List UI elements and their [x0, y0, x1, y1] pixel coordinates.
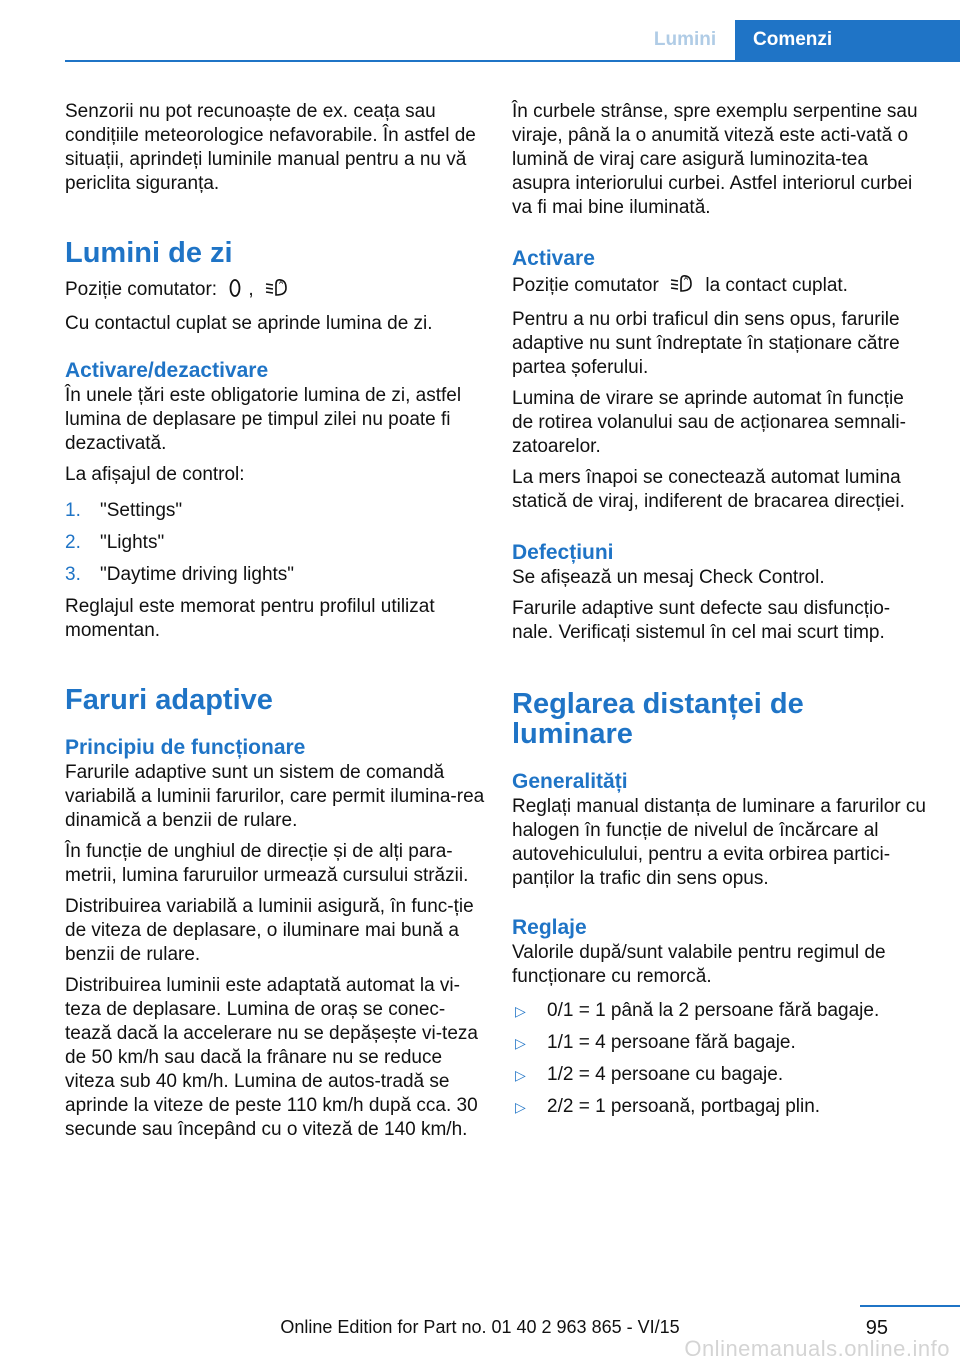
header-section-label: Lumini [653, 29, 717, 50]
page-number: 95 [865, 1317, 888, 1339]
switch-position-label: Poziție comutator [512, 275, 659, 296]
daytime-p1: În unele țări este obligatorie lumina de zi, astfel lumina de deplasare pe timpul zilei nu poate fi dezactivată. [65, 385, 462, 454]
list-item [512, 999, 927, 1023]
faults-p2: Farurile adaptive sunt defecte sau disfuncțio-nale. Verificați sistemul în cel mai scurt timp. [512, 598, 891, 643]
step-number: 1. [65, 500, 81, 521]
triangle-bullet-icon: ▷ [515, 1067, 526, 1083]
range-p2: Valorile după/sunt valabile pentru regimul de funcționare cu remorcă. [512, 942, 886, 987]
activation-p2: Lumina de virare se aprinde automat în funcție de rotirea volanului sau de acționarea semnali-zatoarelor. [512, 388, 906, 457]
faults-p1: Se afișează un mesaj Check Control. [512, 567, 825, 588]
adaptive-p4: Distribuirea luminii este adaptată automat la vi-teza de deplasare. Lumina de oraș se conec-tează dacă la accelerare nu se depășește vi-teza de 50 km/h sau dacă la frânare nu se reduce viteza sub 40 km/h. Lumina de autos-tradă se aprinde la viteze de peste 110 km/h după cca. 30 secunde sau începând cu o viteză de 140 km/h. [65, 975, 478, 1140]
left-column [65, 100, 485, 1149]
right-column [512, 100, 927, 1127]
header-divider [65, 60, 960, 62]
range-settings-list [512, 999, 927, 1119]
settings-heading: Reglaje [512, 916, 587, 939]
svg-text:A: A [684, 275, 689, 282]
settings-steps-list [65, 499, 485, 587]
adaptive-headlights-heading: Faruri adaptive [65, 684, 273, 716]
activation-heading: Activare [512, 247, 595, 270]
light-switch-off-icon [228, 278, 242, 305]
adaptive-p1: Farurile adaptive sunt un sistem de comandă variabilă a luminii farurilor, care permit ilumina-rea dinamică a benzii de rulare. [65, 762, 485, 831]
general-heading: Generalități [512, 770, 628, 793]
activation-p3: La mers înapoi se conectează automat lumina statică de viraj, indiferent de bracarea direcției. [512, 467, 905, 512]
switch-position-label: Poziție comutator: [65, 279, 218, 300]
daytime-text: Cu contactul cuplat se aprinde lumina de zi. [65, 313, 433, 334]
step-text: "Daytime driving lights" [100, 564, 295, 585]
step-number: 2. [65, 532, 81, 553]
footer-divider [860, 1305, 960, 1307]
triangle-bullet-icon: ▷ [515, 1035, 526, 1051]
daytime-lights-heading: Lumini de zi [65, 237, 233, 269]
list-item [512, 1095, 927, 1119]
intro-paragraph: Senzorii nu pot recunoaște de ex. ceața sau condițiile meteorologice nefavorabile. În astfel de situații, aprindeți luminile manual pentru a nu vă periclita siguranța. [65, 101, 476, 194]
step-text: "Settings" [100, 500, 183, 521]
list-item [65, 531, 485, 555]
range-p1: Reglați manual distanța de luminare a farurilor cu halogen în funcție de nivelul de încărcare al autovehiculului, pentru a evita orbirea partici-panților la trafic din sens opus. [512, 796, 926, 889]
bullet-text: 1/2 = 4 persoane cu bagaje. [547, 1064, 784, 1085]
triangle-bullet-icon: ▷ [515, 1003, 526, 1019]
bullet-text: 2/2 = 1 persoană, portbagaj plin. [547, 1096, 821, 1117]
daytime-p3: Reglajul este memorat pentru profilul utilizat momentan. [65, 596, 435, 641]
list-item [65, 563, 485, 587]
bullet-text: 1/1 = 4 persoane fără bagaje. [547, 1032, 796, 1053]
light-switch-auto-icon [265, 276, 289, 305]
operating-principle-heading: Principiu de funcționare [65, 736, 306, 759]
activation-switch-position [512, 272, 927, 301]
bullet-text: 0/1 = 1 până la 2 persoane fără bagaje. [547, 1000, 880, 1021]
curve-light-paragraph: În curbele strânse, spre exemplu serpentine sau viraje, până la o anumită viteză este acti-vată o lumină de viraj care asigură luminozita-tea asupra interiorului curbei. Astfel interiorul curbei va fi mai bine iluminată. [512, 101, 918, 218]
watermark: Onlinemanuals.online.info [684, 1336, 950, 1361]
adaptive-p2: În funcție de unghiul de direcție și de alți para-metrii, lumina faruruilor urmează cursului străzii. [65, 841, 469, 886]
activation-deactivation-heading: Activare/dezactivare [65, 359, 269, 382]
daytime-p2: La afișajul de control: [65, 464, 245, 485]
light-switch-auto-icon [670, 272, 694, 301]
list-item [512, 1031, 927, 1055]
svg-text:A: A [278, 279, 284, 286]
activation-p1: Pentru a nu orbi traficul din sens opus, farurile adaptive nu sunt îndreptate în staționare către partea șoferului. [512, 309, 900, 378]
list-item [512, 1063, 927, 1087]
switch-separator: , [248, 279, 254, 300]
light-range-heading: Reglarea distanței de luminare [512, 688, 804, 750]
faults-heading: Defecțiuni [512, 541, 614, 564]
step-text: "Lights" [100, 532, 165, 553]
step-number: 3. [65, 564, 81, 585]
list-item [65, 499, 485, 523]
edition-note: Online Edition for Part no. 01 40 2 963 865 - VI/15 [280, 1317, 680, 1337]
switch-suffix: la contact cuplat. [705, 275, 848, 296]
triangle-bullet-icon: ▷ [515, 1099, 526, 1115]
header-chapter-label: Comenzi [735, 20, 960, 60]
page-header [635, 20, 960, 60]
adaptive-p3: Distribuirea variabilă a luminii asigură, în func-ție de viteza de deplasare, o iluminare mai bună a benzii de rulare. [65, 896, 474, 965]
daytime-switch-position [65, 276, 485, 305]
